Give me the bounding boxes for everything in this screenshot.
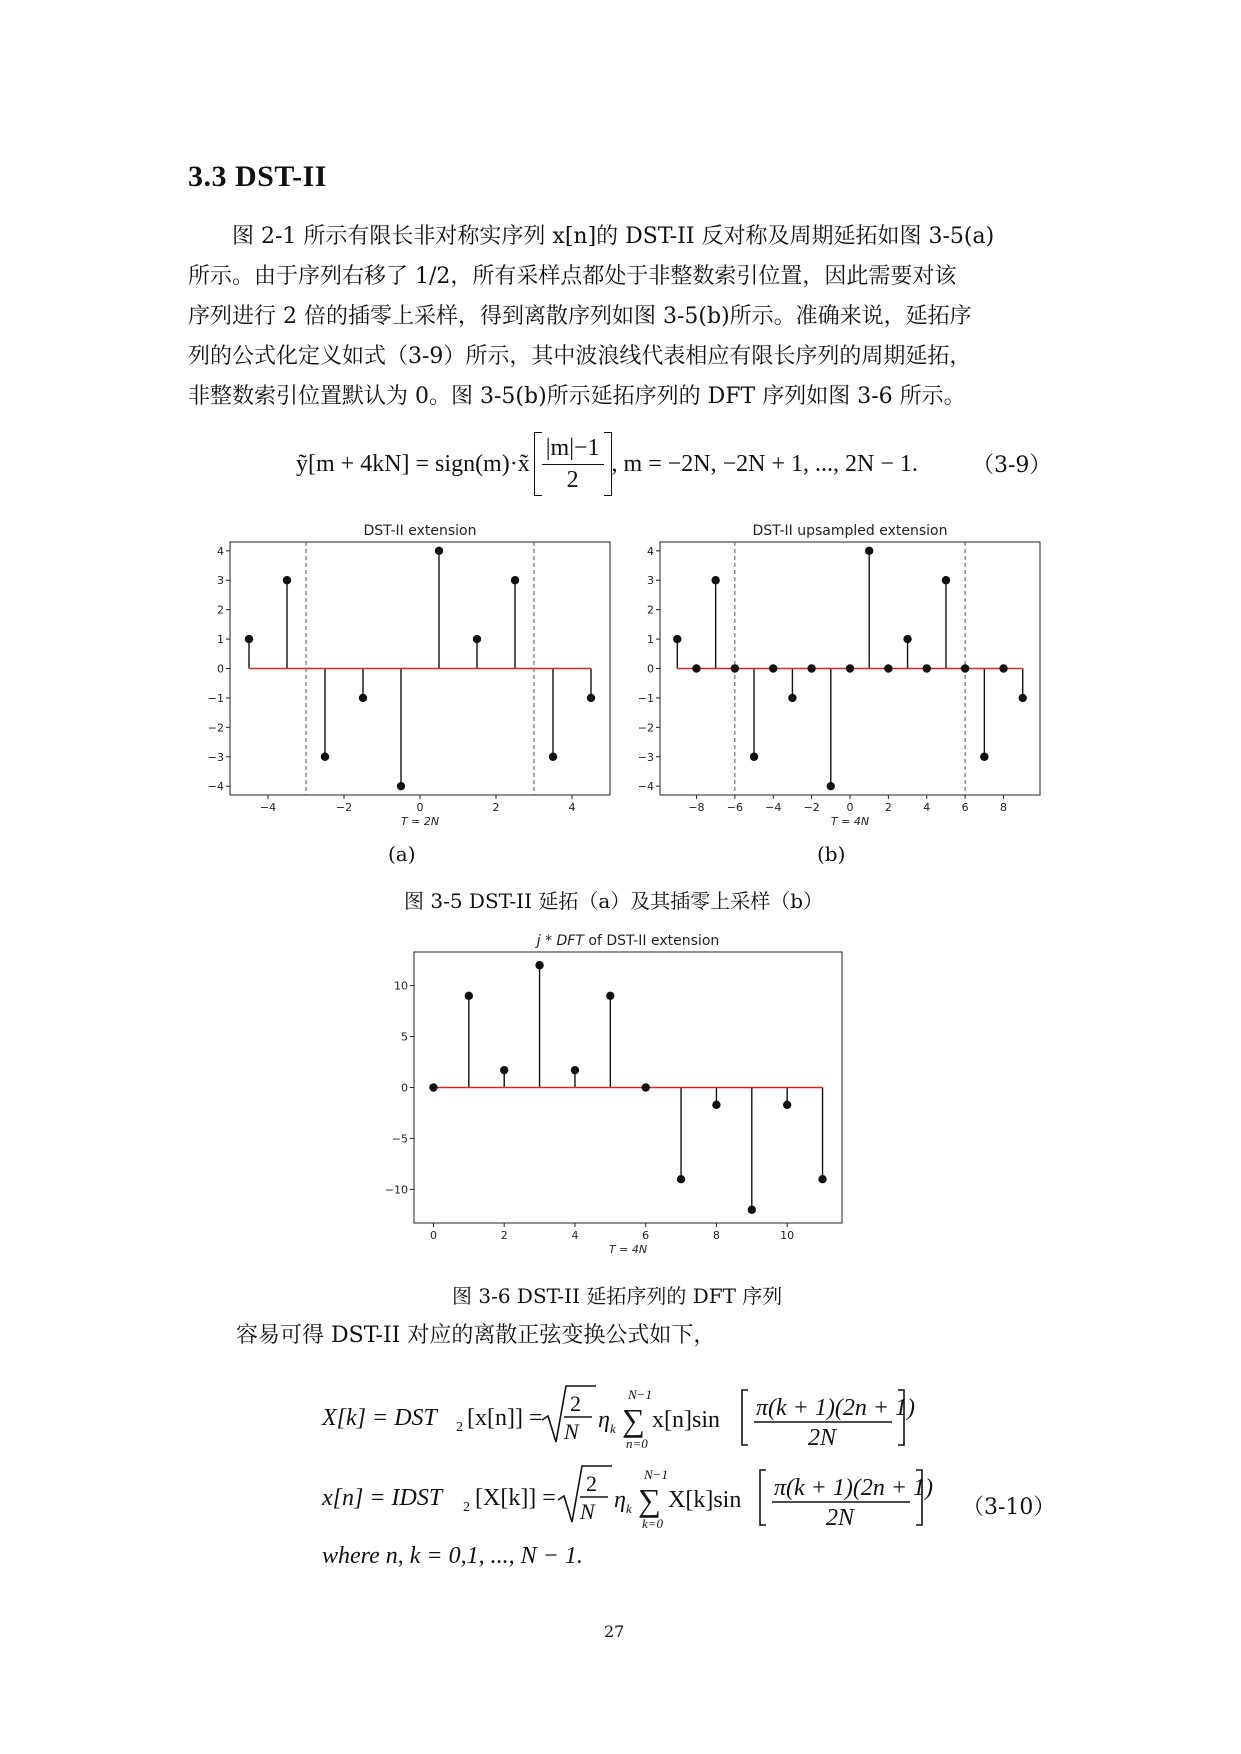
stem-marker — [750, 753, 758, 761]
stem-marker — [673, 635, 681, 643]
stem-marker — [677, 1175, 685, 1183]
y-tick-label: 3 — [647, 574, 654, 588]
y-tick-label: 3 — [217, 574, 224, 588]
chart-title: DST-II extension — [363, 523, 477, 539]
y-tick-label: −4 — [207, 780, 224, 794]
x-tick-label: 2 — [500, 1229, 508, 1242]
x-axis-label: T = 4N — [608, 1243, 648, 1256]
eq310-where: where n, k = 0,1, ..., N − 1. — [322, 1543, 583, 1569]
stem-marker — [980, 753, 988, 761]
stem-marker — [865, 547, 873, 555]
stem-marker — [511, 576, 519, 584]
figure-3-5-caption: 图 3-5 DST-II 延拓（a）及其插零上采样（b） — [404, 889, 824, 913]
y-tick-label: 0 — [401, 1081, 408, 1095]
x-tick-label: 10 — [780, 1229, 795, 1242]
stem-marker — [245, 635, 253, 643]
eq310-line1-sum: x[n]sin — [652, 1407, 720, 1433]
y-tick-label: 0 — [647, 662, 654, 676]
y-tick-label: 4 — [647, 544, 654, 558]
subcaption-a: (a) — [388, 842, 416, 866]
stem-marker — [429, 1083, 437, 1091]
x-axis-label: T = 2N — [400, 815, 440, 828]
chart-title-rest: of DST-II extension — [583, 933, 720, 949]
eq39-frac-num: |m|−1 — [542, 435, 604, 465]
stem-marker — [961, 664, 969, 672]
x-tick-label: 0 — [416, 801, 424, 814]
sum-top: N−1 — [644, 1467, 668, 1482]
x-tick-label: 2 — [884, 801, 892, 814]
stem-marker — [783, 1101, 791, 1109]
stem-marker — [465, 992, 473, 1000]
eq310-line2-mid: [X[k]] = — [475, 1485, 556, 1511]
sum-bot: n=0 — [626, 1436, 648, 1451]
eta-sub: k — [610, 1421, 616, 1436]
stem-marker — [473, 635, 481, 643]
x-tick-label: −2 — [803, 801, 820, 814]
y-tick-label: 5 — [401, 1030, 408, 1044]
sum-top: N−1 — [628, 1387, 652, 1402]
stem-marker — [587, 694, 595, 702]
stem-marker — [827, 782, 835, 790]
intro-line: 列的公式化定义如式（3-9）所示，其中波浪线代表相应有限长序列的周期延拓， — [188, 344, 972, 369]
y-tick-label: −2 — [637, 721, 654, 735]
stem-marker — [535, 961, 543, 969]
sqrt-num: 2 — [570, 1391, 581, 1416]
eq310-line1-mid: [x[n]] = — [467, 1405, 543, 1431]
y-tick-label: −2 — [207, 721, 224, 735]
y-tick-label: −1 — [637, 691, 654, 705]
x-tick-label: 6 — [642, 1229, 650, 1242]
stem-marker — [711, 576, 719, 584]
x-tick-label: 0 — [429, 1229, 437, 1242]
eq39-fraction — [542, 435, 604, 494]
stem-marker — [283, 576, 291, 584]
eq310-line2-lhs: x[n] = IDST — [322, 1485, 443, 1511]
eta: η — [614, 1487, 626, 1513]
x-axis-label: T = 4N — [830, 815, 870, 828]
chart-dst2-upsampled — [630, 512, 1050, 830]
eq310-sub: 2 — [463, 1500, 470, 1515]
eq310-line1-lhs: X[k] = DST — [322, 1405, 437, 1431]
y-tick-label: −5 — [391, 1132, 408, 1146]
chart-title: DST-II upsampled extension — [752, 523, 948, 539]
stem-marker — [807, 664, 815, 672]
stem-marker — [571, 1066, 579, 1074]
page-number: 27 — [604, 1622, 625, 1641]
y-tick-label: −1 — [207, 691, 224, 705]
left-bracket — [742, 1390, 748, 1445]
stem-marker — [731, 664, 739, 672]
intro-line: 图 2-1 所示有限长非对称实序列 x[n]的 DST-II 反对称及周期延拓如图 3-5(a) — [232, 224, 995, 249]
stem-marker — [769, 664, 777, 672]
sin-den: 2N — [808, 1425, 837, 1451]
eq310-sub: 2 — [456, 1420, 463, 1435]
chart-svg — [372, 918, 852, 1268]
eta: η — [598, 1407, 610, 1433]
x-tick-label: −6 — [726, 801, 743, 814]
x-tick-label: −4 — [259, 801, 277, 814]
sin-num: π(k + 1)(2n + 1) — [774, 1475, 934, 1501]
y-tick-label: 4 — [217, 544, 224, 558]
eq310-line2-sum: X[k]sin — [668, 1487, 742, 1513]
sum-bot: k=0 — [642, 1516, 664, 1531]
chart-svg — [630, 512, 1050, 830]
y-tick-label: 1 — [217, 633, 224, 647]
intro-line: 非整数索引位置默认为 0。图 3-5(b)所示延拓序列的 DFT 序列如图 3-6 所示。 — [188, 384, 966, 409]
eta-sub: k — [626, 1501, 632, 1516]
stem-marker — [748, 1206, 756, 1214]
sum-sign: ∑ — [622, 1402, 645, 1438]
stem-marker — [942, 576, 950, 584]
x-tick-label: 4 — [568, 801, 576, 814]
x-tick-label: 2 — [492, 801, 500, 814]
y-tick-label: 0 — [217, 662, 224, 676]
stem-marker — [359, 694, 367, 702]
x-tick-label: −8 — [688, 801, 705, 814]
section-number: 3.3 — [188, 160, 227, 193]
sqrt-den: N — [564, 1419, 579, 1444]
stem-marker — [692, 664, 700, 672]
right-bracket — [604, 432, 612, 496]
x-tick-label: 8 — [712, 1229, 720, 1242]
stem-marker — [846, 664, 854, 672]
x-tick-label: 0 — [846, 801, 854, 814]
follow-text: 容易可得 DST-II 对应的离散正弦变换公式如下， — [236, 1323, 716, 1348]
eq39-frac-den: 2 — [566, 466, 579, 493]
y-tick-label: −3 — [207, 750, 224, 764]
x-tick-label: −2 — [335, 801, 353, 814]
left-bracket — [760, 1470, 766, 1525]
stem-marker — [549, 753, 557, 761]
subcaption-b: (b) — [817, 842, 846, 866]
intro-paragraph — [188, 217, 1054, 417]
sqrt-den: N — [580, 1499, 595, 1524]
y-tick-label: −10 — [384, 1183, 408, 1197]
chart-dft-dst2 — [372, 918, 852, 1268]
sin-den: 2N — [826, 1505, 855, 1531]
stem-marker — [999, 664, 1007, 672]
x-tick-label: 4 — [571, 1229, 579, 1242]
sin-num: π(k + 1)(2n + 1) — [756, 1395, 916, 1421]
stem-marker — [435, 547, 443, 555]
stem-marker — [903, 635, 911, 643]
y-tick-label: −3 — [637, 750, 654, 764]
stem-marker — [606, 992, 614, 1000]
sum-sign: ∑ — [638, 1482, 661, 1518]
left-bracket — [534, 432, 542, 496]
stem-marker — [1019, 694, 1027, 702]
y-tick-label: 10 — [394, 979, 408, 993]
sqrt-num: 2 — [586, 1471, 597, 1496]
stem-marker — [788, 694, 796, 702]
chart-title — [535, 933, 720, 949]
eq39-lhs: ỹ[m + 4kN] = sign(m)·x̃ — [296, 450, 530, 477]
y-tick-label: 1 — [647, 633, 654, 647]
section-title: DST-II — [235, 160, 327, 193]
intro-line: 所示。由于序列右移了 1/2，所有采样点都处于非整数索引位置，因此需要对该 — [188, 264, 957, 289]
x-tick-label: −4 — [765, 801, 782, 814]
equation-3-9 — [296, 432, 918, 496]
x-tick-label: 6 — [961, 801, 969, 814]
stem-marker — [818, 1175, 826, 1183]
equation-number-3-9: （3-9） — [972, 453, 1052, 478]
stem-marker — [641, 1083, 649, 1091]
equation-3-10 — [300, 1365, 950, 1575]
section-heading — [188, 160, 327, 194]
stem-marker — [712, 1101, 720, 1109]
x-tick-label: 4 — [923, 801, 931, 814]
stem-marker — [397, 782, 405, 790]
stem-marker — [884, 664, 892, 672]
chart-title-italic: j * DFT — [536, 933, 584, 949]
figure-3-6-caption: 图 3-6 DST-II 延拓序列的 DFT 序列 — [452, 1284, 783, 1308]
y-tick-label: 2 — [217, 603, 224, 617]
y-tick-label: −4 — [637, 780, 654, 794]
y-tick-label: 2 — [647, 603, 654, 617]
intro-line: 序列进行 2 倍的插零上采样，得到离散序列如图 3-5(b)所示。准确来说，延拓序 — [188, 304, 972, 329]
stem-marker — [321, 753, 329, 761]
chart-dst2-extension — [200, 512, 620, 830]
chart-svg — [200, 512, 620, 830]
equation-number-3-10: （3-10） — [962, 1495, 1056, 1520]
x-tick-label: 8 — [1000, 801, 1008, 814]
stem-marker — [923, 664, 931, 672]
eq39-rhs: , m = −2N, −2N + 1, ..., 2N − 1. — [611, 450, 918, 477]
stem-marker — [500, 1066, 508, 1074]
